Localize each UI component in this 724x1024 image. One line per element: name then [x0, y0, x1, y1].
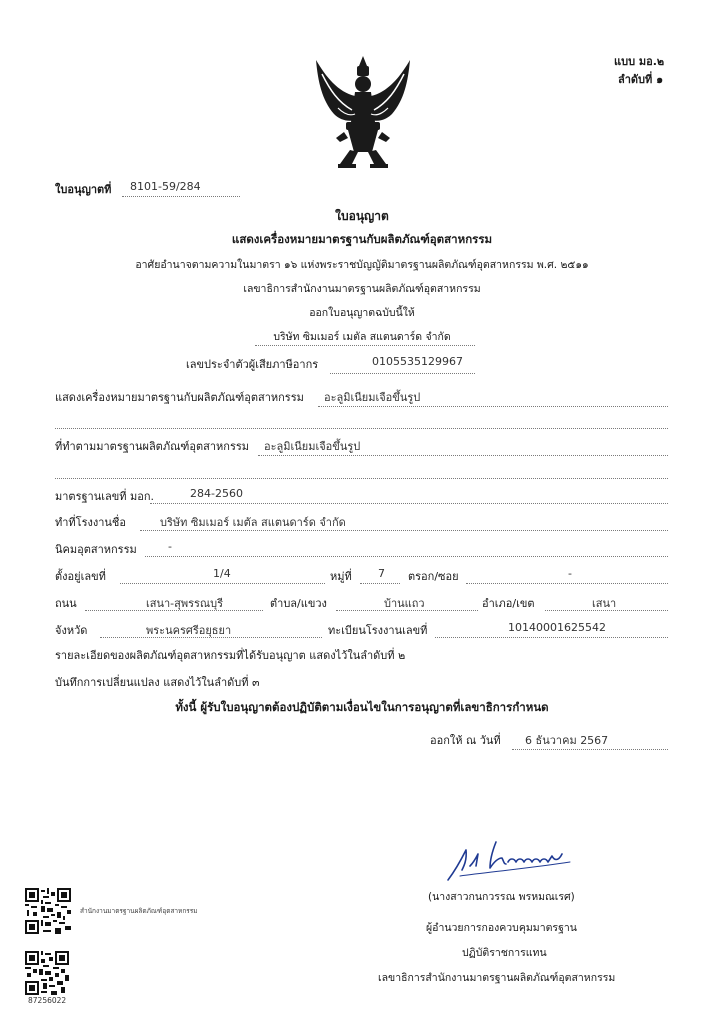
company-name: บริษัท ซิมเมอร์ เมตัล สแตนดาร์ด จำกัด	[273, 331, 451, 343]
subdistrict-value: บ้านแถว	[384, 597, 425, 610]
province-value: พระนครศรีอยุธยา	[146, 624, 232, 637]
qr-code-icon	[25, 888, 71, 934]
authority-line: อาศัยอำนาจตามความในมาตรา ๑๖ แห่งพระราชบัญญัติมาตรฐานผลิตภัณฑ์อุตสาหกรรม พ.ศ. ๒๕๑๑	[135, 259, 589, 271]
signature-icon	[440, 836, 580, 886]
form-code: แบบ มอ.๒	[614, 55, 665, 68]
moo-value: 7	[378, 567, 385, 580]
moo-label: หมู่ที่	[330, 570, 352, 583]
subdistrict-label: ตำบล/แขวง	[270, 597, 327, 610]
district-value: เสนา	[592, 597, 617, 610]
signatory-name: (นางสาวกนกวรรณ พรหมณเรศ)	[428, 891, 575, 903]
sequence-number: ลำดับที่ ๑	[618, 73, 664, 86]
garuda-emblem-icon	[308, 52, 418, 177]
factory-value: บริษัท ซิมเมอร์ เมตัล สแตนดาร์ด จำกัด	[160, 516, 346, 529]
soi-value: -	[568, 567, 572, 580]
issued-date-label: ออกให้ ณ วันที่	[430, 734, 501, 747]
address-number-label: ตั้งอยู่เลขที่	[55, 570, 106, 583]
standard-product-label: ที่ทำตามมาตรฐานผลิตภัณฑ์อุตสาหกรรม	[55, 440, 250, 453]
road-value: เสนา-สุพรรณบุรี	[146, 597, 224, 610]
standard-product-value: อะลูมิเนียมเจือขึ้นรูป	[264, 440, 361, 453]
license-number-label: ใบอนุญาตที่	[55, 183, 112, 196]
industrial-estate-label: นิคมอุตสาหกรรม	[55, 543, 137, 556]
district-label: อำเภอ/เขต	[482, 597, 535, 610]
signatory-title-3: เลขาธิการสำนักงานมาตรฐานผลิตภัณฑ์อุตสาหกรรม	[378, 972, 616, 984]
factory-label: ทำที่โรงงานชื่อ	[55, 516, 127, 529]
license-number-value: 8101-59/284	[130, 180, 201, 193]
road-label: ถนน	[55, 597, 77, 610]
province-label: จังหวัด	[55, 624, 88, 637]
tax-id-value: 0105535129967	[372, 355, 463, 368]
changes-note: บันทึกการเปลี่ยนแปลง แสดงไว้ในลำดับที่ ๓	[55, 676, 260, 689]
condition-statement: ทั้งนี้ ผู้รับใบอนุญาตต้องปฏิบัติตามเงื่อนไขในการอนุญาตที่เลขาธิการกำหนด	[175, 700, 549, 714]
standard-number-label: มาตรฐานเลขที่ มอก.	[55, 490, 155, 503]
document-title: ใบอนุญาต	[335, 209, 389, 223]
signatory-title-1: ผู้อำนวยการกองควบคุมมาตรฐาน	[426, 922, 577, 934]
qr-code-icon-secondary	[25, 951, 69, 995]
document-subtitle: แสดงเครื่องหมายมาตรฐานกับผลิตภัณฑ์อุตสาหกรรม	[231, 232, 493, 246]
factory-registration-value: 10140001625542	[508, 621, 606, 634]
standard-number-value: 284-2560	[190, 487, 243, 500]
qr-caption: สำนักงานมาตรฐานผลิตภัณฑ์อุตสาหกรรม	[80, 907, 198, 915]
address-number-value: 1/4	[213, 567, 231, 580]
industrial-estate-value: -	[168, 540, 172, 553]
issued-date-value: 6 ธันวาคม 2567	[525, 734, 609, 747]
product-details-note: รายละเอียดของผลิตภัณฑ์อุตสาหกรรมที่ได้รับอนุญาต แสดงไว้ในลำดับที่ ๒	[55, 649, 406, 662]
tax-id-label: เลขประจำตัวผู้เสียภาษีอากร	[186, 358, 319, 371]
factory-registration-label: ทะเบียนโรงงานเลขที่	[328, 624, 428, 637]
issuer-line: เลขาธิการสำนักงานมาตรฐานผลิตภัณฑ์อุตสาหกรรม	[243, 283, 481, 295]
document-code: 87256022	[28, 996, 67, 1005]
mark-product-value: อะลูมิเนียมเจือขึ้นรูป	[324, 391, 421, 404]
soi-label: ตรอก/ซอย	[408, 570, 459, 583]
mark-product-label: แสดงเครื่องหมายมาตรฐานกับผลิตภัณฑ์อุตสาหกรรม	[55, 391, 304, 404]
issue-line: ออกใบอนุญาตฉบับนี้ให้	[309, 307, 415, 319]
signatory-title-2: ปฏิบัติราชการแทน	[462, 947, 547, 959]
